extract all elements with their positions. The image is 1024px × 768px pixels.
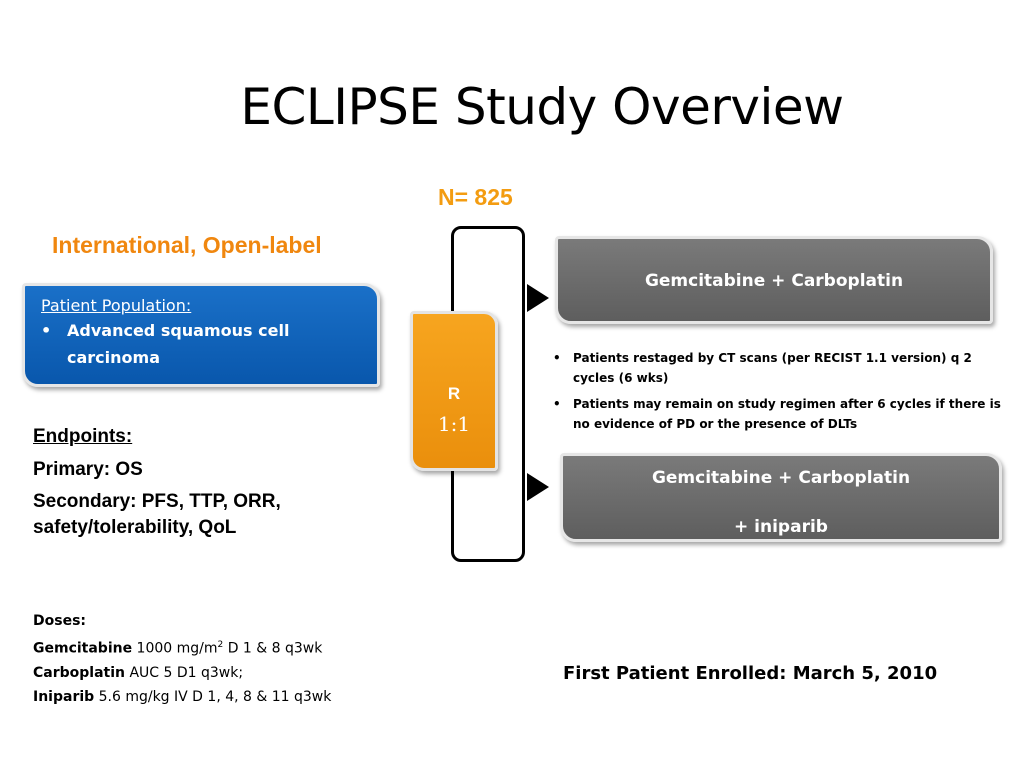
endpoints-section	[33, 420, 281, 541]
note-item	[553, 394, 1015, 434]
notes-list	[553, 348, 1015, 440]
note-text: Patients may remain on study regimen after 6 cycles if there is no evidence of PD or the presence of DLTs	[573, 397, 1001, 431]
study-design-label: International, Open-label	[52, 232, 322, 258]
randomization-ratio: 1:1	[437, 412, 471, 436]
doses-heading: Doses:	[33, 613, 86, 629]
randomization-letter: R	[447, 384, 461, 403]
arm-control-box	[555, 236, 993, 324]
arm-experimental-box	[560, 453, 1002, 542]
population-heading: Patient Population:	[41, 296, 192, 315]
endpoints-heading: Endpoints:	[33, 426, 133, 447]
dose-iniparib: Iniparib 5.6 mg/kg IV D 1, 4, 8 & 11 q3wk	[33, 688, 332, 705]
population-item-text: Advanced squamous cell carcinoma	[67, 321, 290, 367]
arrow-right-icon	[527, 473, 549, 501]
arm-experimental-line1: Gemcitabine + Carboplatin	[651, 468, 911, 488]
primary-endpoint: Primary: OS	[33, 459, 143, 480]
bullet-icon: •	[553, 397, 561, 411]
population-item	[41, 317, 363, 371]
patient-population-box	[22, 283, 380, 387]
arm-experimental-line2: + iniparib	[734, 517, 828, 537]
dose-carboplatin: Carboplatin AUC 5 D1 q3wk;	[33, 664, 244, 681]
bullet-icon: •	[41, 321, 52, 340]
bullet-icon: •	[553, 351, 561, 365]
arm-control-label: Gemcitabine + Carboplatin	[644, 271, 904, 291]
first-patient-enrolled: First Patient Enrolled: March 5, 2010	[563, 663, 938, 684]
note-item	[553, 348, 1015, 388]
sample-size-label: N= 825	[438, 184, 513, 210]
secondary-endpoints: Secondary: PFS, TTP, ORR, safety/tolerability, QoL	[33, 491, 281, 538]
doses-section	[33, 609, 331, 709]
randomization-box	[410, 311, 498, 471]
arrow-right-icon	[527, 284, 549, 312]
slide-title: ECLIPSE Study Overview	[240, 78, 844, 136]
note-text: Patients restaged by CT scans (per RECIST 1.1 version) q 2 cycles (6 wks)	[573, 351, 972, 385]
dose-gemcitabine: Gemcitabine 1000 $mg/m^2$ D 1 & 8 q3wk	[33, 640, 323, 657]
